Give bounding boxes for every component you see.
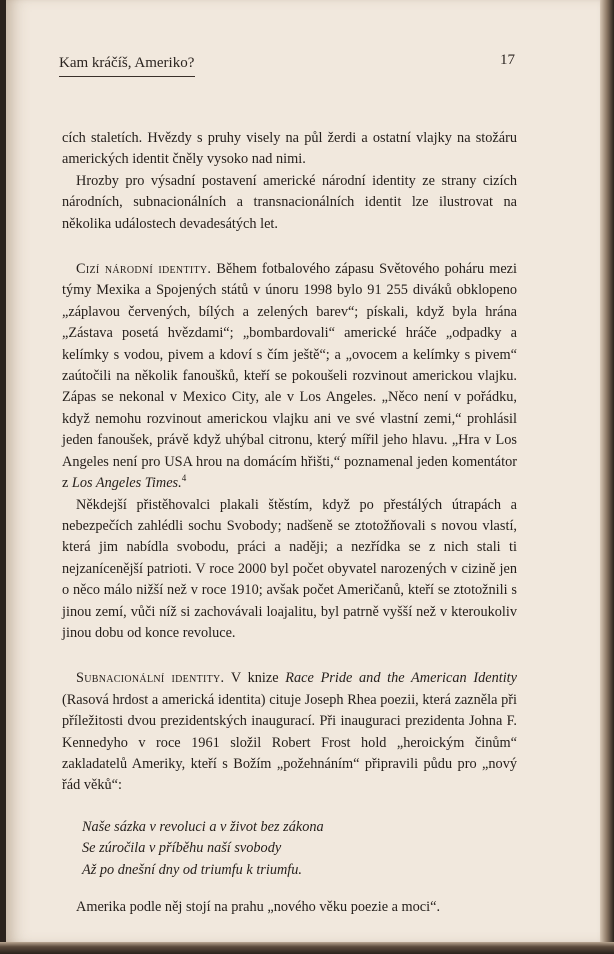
section-heading: Cizí národní identity.	[76, 261, 212, 278]
source-title: Los Angeles Times.	[71, 475, 182, 492]
section-text: V knize	[224, 670, 286, 687]
poem-line: Až po dnešní dny od triumfu k triumfu.	[82, 861, 303, 878]
body-text	[62, 128, 517, 918]
paragraph: Někdejší přistěhovalci plakali štěstím, když po přestálých útrapách a nebezpečích zahlédli sochu Svobody; nadšeně se ztotožňovali s novou vlastí, která jim nabídla svobodu, práci a naději; a nezřídka se z nich stali ti nejzanícenější patrioti. V roce 2000 byl počet obyvatel narozených v cizině jen o něco málo nižší než v roce 1910; avšak počet Američanů, kteří se ztotožnili s jinou zemí, vůči níž si zachovávali loajalitu, byl patrně vyšší než v kteroukoliv jinou dobu od konce revoluce.	[62, 496, 517, 641]
section-text: Během fotbalového zápasu Světového poháru mezi týmy Mexika a Spojených států v únoru 1998 bylo 91 255 diváků obklopeno „záplavou červených, bílých a zelených barev“; pískali, když byla hrána „Zástava posetá hvězdami“; „bombardovali“ americké hráče „odpadky a kelímky s vodou, pivem a kdoví s čím ještě“; a „ovocem a kelímky s pivem“ zaútočili na několik fanoušků, kteří se pokoušeli rozvinout americkou vlajku. Zápas se nekonal v Mexico City, ale v Los Angeles. „Něco není v pořádku, když nemohu rozvinout americkou vlajku ani ve své vlastní zemi,“ prohlásil jeden fanoušek, právě když uhýbal citronu, který mířil jeho hlavu. „Hra v Los Angeles není pro USA hrou na domácím hřišti,“ poznamenal jeden komentátor z	[62, 261, 517, 492]
running-head: Kam kráčíš, Ameriko?	[59, 55, 195, 71]
paragraph: Amerika podle něj stojí na prahu „nového věku poezie a moci“.	[76, 899, 441, 915]
footnote-marker: 4	[181, 473, 187, 484]
page-edge-bottom	[0, 942, 614, 954]
section-foreign-identities	[62, 259, 517, 494]
poem-quote	[82, 817, 517, 881]
running-head-rule	[59, 76, 195, 77]
section-heading: Subnacionální identity.	[76, 670, 225, 687]
page-number: 17	[500, 52, 515, 68]
section-text: (Rasová hrdost a americká identita) cituje Joseph Rhea poezii, která zazněla při příležitosti dvou prezidentských inaugurací. Při inauguraci prezidenta Johna F. Kennedyho v roce 1961 složil Robert Frost hold „heroickým činům“ zakladatelů Ameriky, kteří s Božím „požehnáním“ připravili půdu pro „nový řád věků“:	[62, 691, 517, 794]
page-edge-right	[600, 0, 614, 954]
paragraph-continued: cích staletích. Hvězdy s pruhy visely na půl žerdi a ostatní vlajky na stožáru amerických identit čněly vysoko nad nimi.	[62, 130, 517, 168]
section-subnational-identities	[62, 668, 517, 796]
book-title: Race Pride and the American Identity	[285, 670, 518, 687]
paragraph: Hrozby pro výsadní postavení americké národní identity ze strany cizích národních, subnacionálních a transnacionálních identit lze ilustrovat na několika událostech devadesátých let.	[62, 172, 517, 232]
poem-line: Naše sázka v revoluci a v život bez zákona	[82, 818, 324, 835]
poem-line: Se zúročila v příběhu naší svobody	[82, 840, 282, 857]
